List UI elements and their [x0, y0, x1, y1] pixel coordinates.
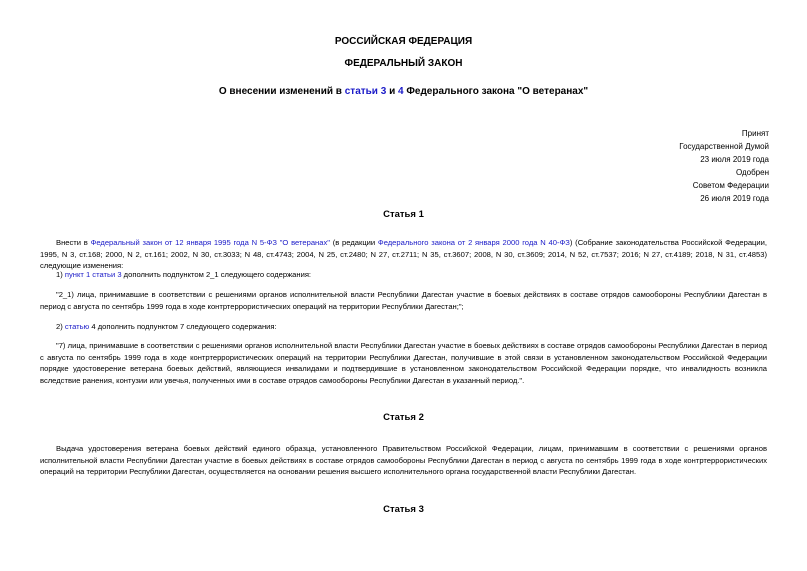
text-fragment: 1)	[56, 270, 65, 279]
article-1-quote-2-1: "2_1) лица, принимавшие в соответствии с решениями органов исполнительной власти Республики Дагестан участие в боевых действиях в составе отрядов самообороны Республики Дагестан в период с августа по сентябрь 1999 года в ходе контртеррористических операций на территории Республики Дагестан;";	[40, 290, 767, 311]
link-point-1-article-3[interactable]: пункт 1 статьи 3	[64, 270, 122, 279]
law-type-heading: ФЕДЕРАЛЬНЫЙ ЗАКОН	[344, 58, 463, 69]
text-fragment: ) (Собрание законодательства Российской Федерации, 1995, N 3, ст.168; 2000, N 2, ст.161; 2002, N 30, ст.3033; N 48, ст.4743; 2004, N 25, ст.2480; N 27, ст.2711; N 35, ст.3607; 2008, N 30, ст.3609; 2014, N 52, ст.7537; 2016; N 27, ст.4189; 2018, N 31, ст.4853) следующие изменения:	[40, 238, 767, 270]
article-3-heading: Статья 3	[383, 504, 424, 515]
article-1-heading: Статья 1	[383, 209, 424, 220]
link-article-4[interactable]: статью	[64, 322, 90, 331]
article-1-quote-7: "7) лица, принимавшие в соответствии с решениями органов исполнительной власти Республики Дагестан участие в боевых действиях в составе отрядов самообороны Республики Дагестан в период с августа по сентябрь 1999 года в ходе контртеррористических операций на территории Республики Дагестан, получившие в этой связи в установленном законодательством Российской Федерации порядке удостоверение ветерана боевых действий, являющиеся инвалидами и подтвердившие в установленном законодательством Российской Федерации порядке, что инвалидность возникла вследствие ранения, контузии или увечья, полученных ими в составе отрядов самообороны Республики Дагестан в указанный период.".	[40, 341, 767, 385]
text-fragment: дополнить подпунктом 2_1 следующего содержания:	[121, 270, 312, 279]
approval-line: 23 июля 2019 года	[700, 155, 769, 164]
approval-block	[679, 127, 769, 205]
article-1-item-1	[40, 269, 767, 281]
title-link-article-3[interactable]: статьи 3	[344, 86, 387, 97]
link-federal-law-40fz[interactable]: Федерального закона от 2 января 2000 года N 40-ФЗ	[377, 238, 570, 247]
title-mid: и	[386, 86, 399, 97]
approval-line: Принят	[741, 129, 769, 138]
title-post: Федерального закона "О ветеранах"	[403, 86, 589, 97]
text-fragment: 4 дополнить подпунктом 7 следующего содержания:	[89, 322, 277, 331]
approval-line: Советом Федерации	[692, 181, 769, 190]
article-2-paragraph: Выдача удостоверения ветерана боевых действий единого образца, установленного Правительством Российской Федерации, лицам, принимавшим в соответствии с решениями органов исполнительной власти Республики Дагестан участие в боевых действиях в составе отрядов самообороны Республики Дагестан в период с августа по сентябрь 1999 года в ходе контртеррористических операций на территории Республики Дагестан, осуществляется на основании решения высшего исполнительного органа государственной власти Республики Дагестан.	[40, 444, 767, 476]
approval-line: Одобрен	[735, 168, 769, 177]
title-pre: О внесении изменений в	[218, 86, 345, 97]
country-heading: РОССИЙСКАЯ ФЕДЕРАЦИЯ	[334, 36, 473, 47]
link-federal-law-5fz[interactable]: Федеральный закон от 12 января 1995 года N 5-ФЗ "О ветеранах"	[90, 238, 330, 247]
law-title	[0, 86, 807, 97]
approval-line: Государственной Думой	[679, 142, 769, 151]
text-fragment: 2)	[56, 322, 65, 331]
text-fragment: Внести в	[56, 238, 91, 247]
article-2-heading: Статья 2	[383, 412, 424, 423]
article-1-paragraph-intro	[40, 237, 767, 272]
text-fragment: (в редакции	[329, 238, 378, 247]
article-1-item-2	[40, 321, 767, 333]
approval-line: 26 июля 2019 года	[700, 194, 769, 203]
title-link-article-4[interactable]: 4	[398, 86, 404, 97]
